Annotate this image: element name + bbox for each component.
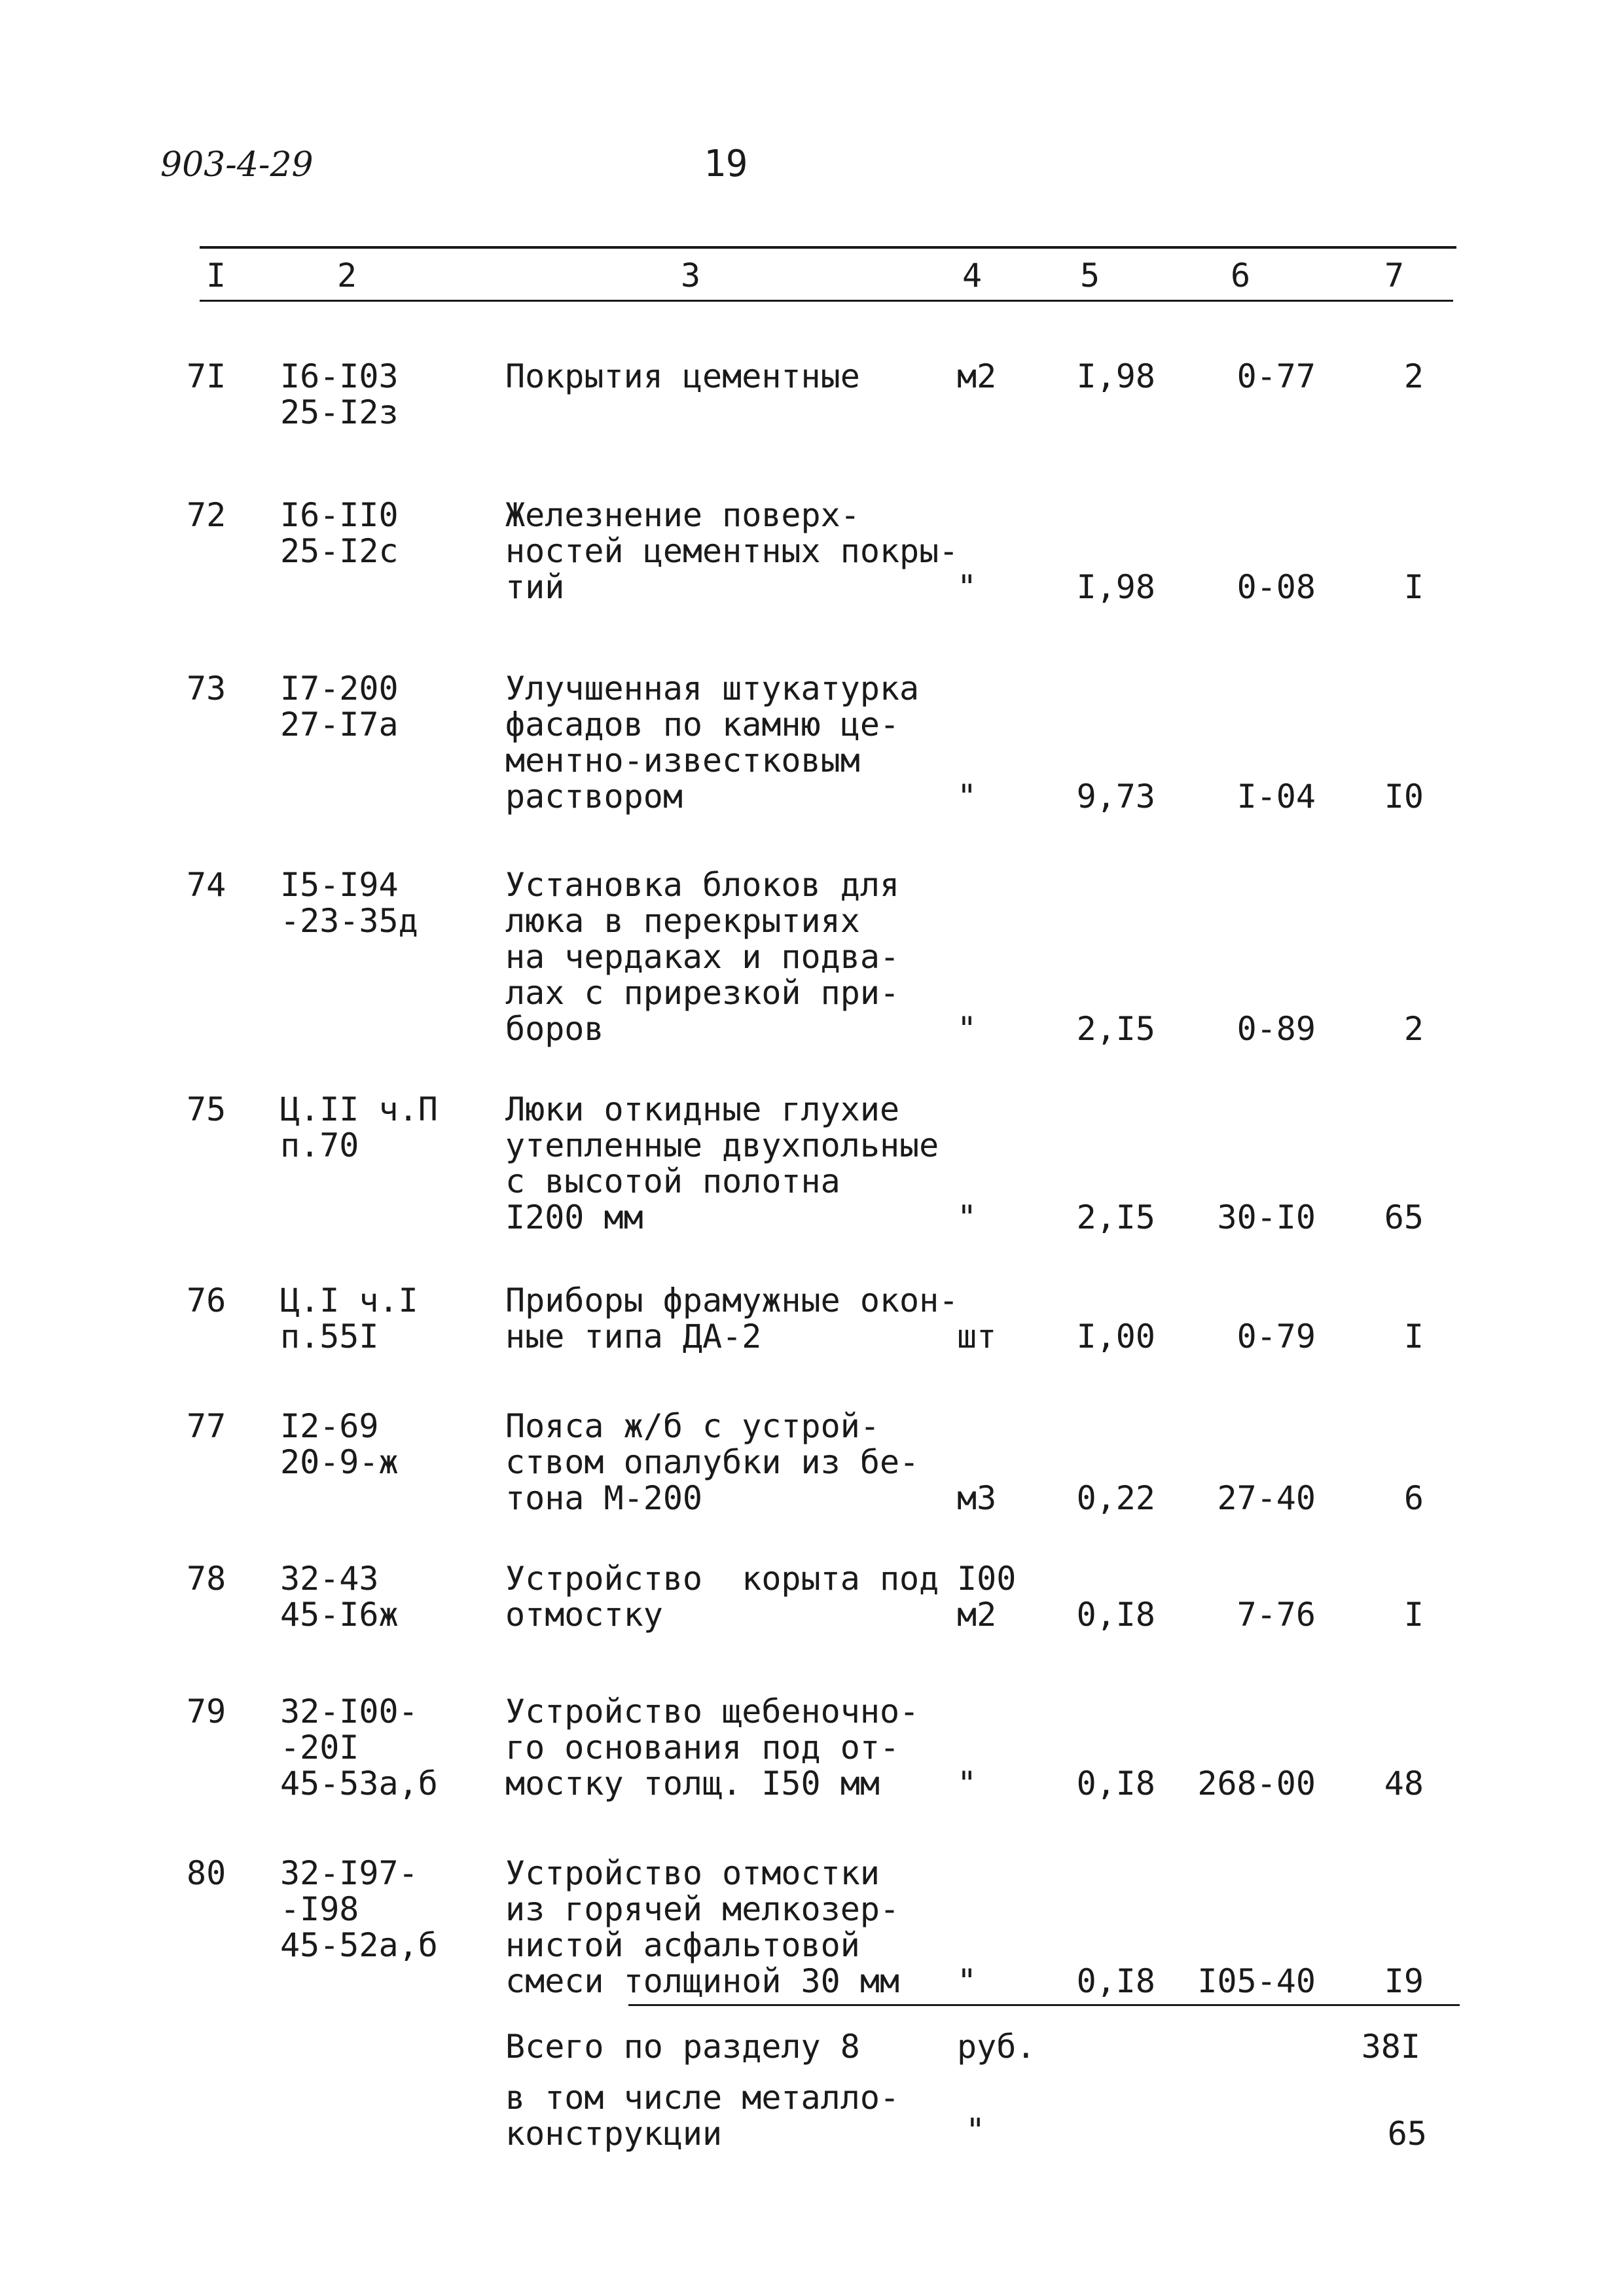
work-description: Устройство корыта под отмостку xyxy=(505,1560,939,1634)
quantity: 0,22 xyxy=(1076,1479,1155,1517)
unit-price: 0-89 xyxy=(1236,1010,1316,1048)
unit: м2 xyxy=(957,357,997,395)
total-cost: 2 xyxy=(1403,357,1424,395)
column-header: 6 xyxy=(1231,257,1251,295)
total-cost: I xyxy=(1403,1596,1424,1634)
unit-price: 30-I0 xyxy=(1217,1198,1316,1236)
rate-code: I5-I94 -23-35д xyxy=(280,866,418,940)
unit: " xyxy=(957,568,977,606)
unit: " xyxy=(957,778,977,816)
row-number: 79 xyxy=(187,1693,226,1731)
row-number: 7I xyxy=(187,357,226,395)
work-description: Пояса ж/б с устрой- ством опалубки из бе- тона М-200 xyxy=(505,1407,920,1517)
row-number: 74 xyxy=(187,866,226,904)
work-description: Люки откидные глухие утепленные двухпольные с высотой полотна I200 мм xyxy=(505,1090,939,1236)
unit-price: 0-77 xyxy=(1236,357,1316,395)
total-cost: I xyxy=(1403,568,1424,606)
quantity: 0,I8 xyxy=(1076,1596,1155,1634)
total-cost: 65 xyxy=(1384,1198,1424,1236)
rate-code: 32-I97- -I98 45-52а,б xyxy=(280,1854,438,1964)
quantity: I,98 xyxy=(1076,568,1155,606)
total-cost: 6 xyxy=(1403,1479,1424,1517)
subtotal-unit: " xyxy=(965,2111,986,2149)
subtotal-amount: 65 xyxy=(1387,2115,1427,2153)
row-number: 75 xyxy=(187,1090,226,1128)
row-number: 78 xyxy=(187,1560,226,1598)
row-number: 72 xyxy=(187,496,226,534)
unit: I00 м2 xyxy=(957,1560,1017,1634)
rate-code: 32-43 45-I6ж xyxy=(280,1560,399,1634)
rate-code: I6-I03 25-I2з xyxy=(280,357,399,431)
total-cost: 2 xyxy=(1403,1010,1424,1048)
column-header: 3 xyxy=(681,257,701,295)
quantity: 9,73 xyxy=(1076,778,1155,816)
quantity: 0,I8 xyxy=(1076,1962,1155,2000)
total-cost: 48 xyxy=(1384,1765,1424,1803)
total-cost: I9 xyxy=(1384,1962,1424,2000)
work-description: Покрытия цементные xyxy=(505,357,860,395)
subtotal-label: в том числе металло- конструкции xyxy=(505,2079,900,2153)
quantity: 2,I5 xyxy=(1076,1010,1155,1048)
unit: м3 xyxy=(957,1479,997,1517)
row-number: 73 xyxy=(187,670,226,708)
work-description: Приборы фрамужные окон- ные типа ДА-2 xyxy=(505,1282,959,1355)
unit-price: I-04 xyxy=(1236,778,1316,816)
unit-price: 268-00 xyxy=(1197,1765,1316,1803)
column-header: 2 xyxy=(337,257,357,295)
unit: " xyxy=(957,1765,977,1803)
quantity: 0,I8 xyxy=(1076,1765,1155,1803)
column-header: 5 xyxy=(1080,257,1100,295)
rate-code: I2-69 20-9-ж xyxy=(280,1407,399,1481)
column-header: I xyxy=(206,257,226,295)
header-bottom-rule xyxy=(200,300,1453,302)
row-number: 80 xyxy=(187,1854,226,1892)
quantity: I,00 xyxy=(1076,1318,1155,1355)
unit: " xyxy=(957,1010,977,1048)
total-rule xyxy=(628,2004,1460,2006)
quantity: I,98 xyxy=(1076,357,1155,395)
unit-price: 7-76 xyxy=(1236,1596,1316,1634)
total-label: Всего по разделу 8 xyxy=(505,2028,860,2066)
unit-price: 0-79 xyxy=(1236,1318,1316,1355)
total-amount: 38I xyxy=(1361,2028,1420,2066)
total-cost: I0 xyxy=(1384,778,1424,816)
work-description: Улучшенная штукатурка фасадов по камню це- ментно-известковым раствором xyxy=(505,670,920,816)
unit: " xyxy=(957,1198,977,1236)
row-number: 76 xyxy=(187,1282,226,1319)
rate-code: I6-II0 25-I2с xyxy=(280,496,399,570)
rate-code: Ц.I ч.I п.55I xyxy=(280,1282,418,1355)
rate-code: 32-I00- -20I 45-53а,б xyxy=(280,1693,438,1803)
document-code: 903-4-29 xyxy=(160,145,314,185)
column-header: 7 xyxy=(1384,257,1405,295)
work-description: Железнение поверх- ностей цементных покры- тий xyxy=(505,496,959,606)
unit: шт xyxy=(957,1318,997,1355)
unit-price: 27-40 xyxy=(1217,1479,1316,1517)
total-unit: руб. xyxy=(957,2028,1036,2066)
row-number: 77 xyxy=(187,1407,226,1445)
unit-price: 0-08 xyxy=(1236,568,1316,606)
quantity: 2,I5 xyxy=(1076,1198,1155,1236)
rate-code: Ц.II ч.П п.70 xyxy=(280,1090,438,1164)
unit: " xyxy=(957,1962,977,2000)
unit-price: I05-40 xyxy=(1197,1962,1316,2000)
page-number: 19 xyxy=(704,143,748,185)
header-top-rule xyxy=(200,246,1456,249)
column-header: 4 xyxy=(962,257,983,295)
rate-code: I7-200 27-I7а xyxy=(280,670,399,744)
work-description: Устройство щебеночно- го основания под от- мостку толщ. I50 мм xyxy=(505,1693,920,1803)
work-description: Установка блоков для люка в перекрытиях на чердаках и подва- лах с прирезкой при- боров xyxy=(505,866,900,1048)
total-cost: I xyxy=(1403,1318,1424,1355)
work-description: Устройство отмостки из горячей мелкозер- нистой асфальтовой смеси толщиной 30 мм xyxy=(505,1854,900,2000)
